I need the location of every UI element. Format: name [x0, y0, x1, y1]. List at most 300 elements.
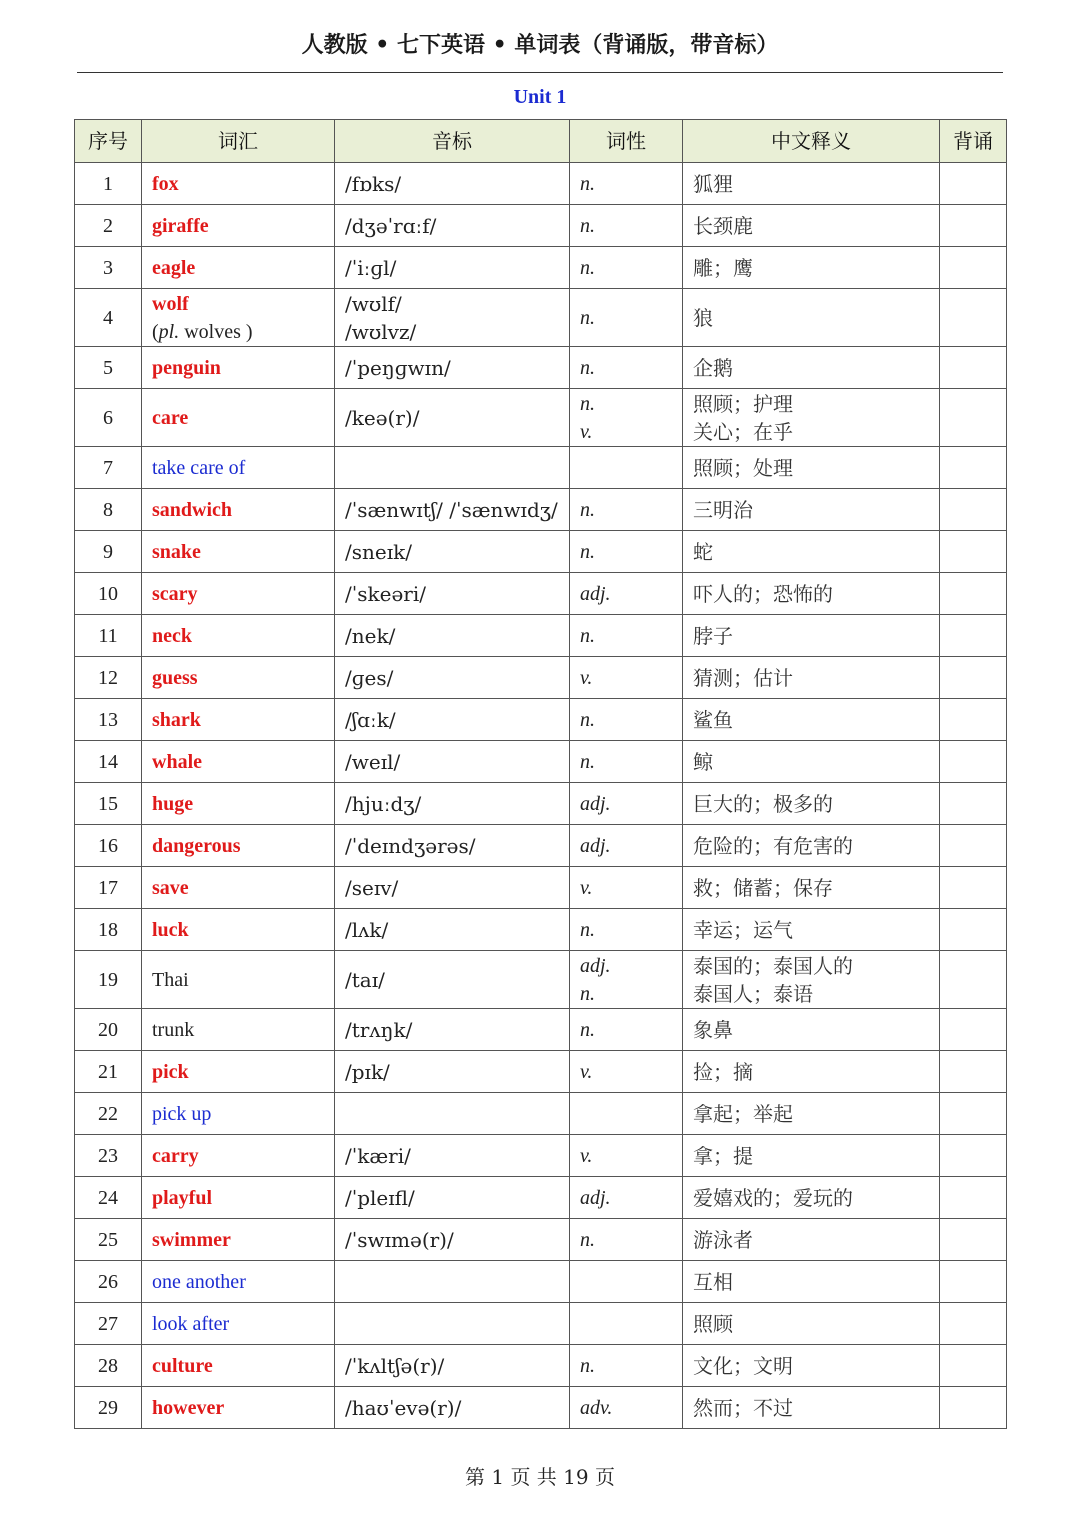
- chinese-meaning: 鲸: [693, 749, 713, 774]
- phonetic-cell: [335, 1093, 570, 1135]
- vocab-word: giraffe: [152, 214, 209, 237]
- vocab-word: look after: [152, 1312, 230, 1335]
- part-of-speech: n.: [580, 392, 595, 415]
- part-of-speech: adv.: [580, 1396, 613, 1419]
- chinese-meaning: 捡；摘: [693, 1059, 753, 1084]
- phonetic-cell: [335, 1387, 570, 1429]
- chinese-meaning-cell: [683, 1303, 940, 1345]
- chinese-meaning: 照顾: [693, 1311, 733, 1336]
- recite-cell: [940, 489, 1007, 531]
- chinese-meaning: 救；储蓄；保存: [693, 875, 833, 900]
- chinese-meaning-cell: [683, 205, 940, 247]
- part-of-speech-cell: [570, 389, 683, 447]
- table-row: [75, 783, 1007, 825]
- vocab-word: snake: [152, 540, 201, 563]
- chinese-meaning: 爱嬉戏的；爱玩的: [693, 1185, 853, 1210]
- phonetic-text: /taɪ/: [345, 967, 385, 992]
- table-row: [75, 909, 1007, 951]
- chinese-meaning-cell: [683, 783, 940, 825]
- phonetic-text: /ˈdeɪndʒərəs/: [345, 833, 476, 858]
- recite-cell: [940, 447, 1007, 489]
- recite-cell: [940, 389, 1007, 447]
- row-number: 25: [75, 1219, 142, 1261]
- chinese-meaning: 泰国人；泰语: [693, 981, 813, 1006]
- table-row: [75, 1051, 1007, 1093]
- recite-cell: [940, 1219, 1007, 1261]
- chinese-meaning-cell: [683, 1345, 940, 1387]
- row-number: 6: [75, 389, 142, 447]
- phonetic-text: /fɒks/: [345, 171, 402, 196]
- recite-cell: [940, 657, 1007, 699]
- vocab-word-cell: [142, 247, 335, 289]
- chinese-meaning: 拿；提: [693, 1143, 753, 1168]
- recite-cell: [940, 867, 1007, 909]
- part-of-speech-cell: [570, 1093, 683, 1135]
- chinese-meaning-cell: [683, 1093, 940, 1135]
- phonetic-cell: [335, 657, 570, 699]
- recite-cell: [940, 163, 1007, 205]
- row-number: 17: [75, 867, 142, 909]
- phonetic-cell: [335, 1345, 570, 1387]
- part-of-speech-cell: [570, 867, 683, 909]
- part-of-speech: n.: [580, 982, 595, 1005]
- recite-cell: [940, 1261, 1007, 1303]
- row-number: 18: [75, 909, 142, 951]
- part-of-speech-cell: [570, 289, 683, 347]
- column-header-part-of-speech: 词性: [570, 120, 683, 163]
- vocab-word-cell: [142, 1177, 335, 1219]
- row-number: 14: [75, 741, 142, 783]
- row-number: 12: [75, 657, 142, 699]
- chinese-meaning-cell: [683, 489, 940, 531]
- part-of-speech: n.: [580, 1228, 595, 1251]
- part-of-speech-cell: [570, 247, 683, 289]
- table-row: [75, 699, 1007, 741]
- row-number: 9: [75, 531, 142, 573]
- row-number: 7: [75, 447, 142, 489]
- chinese-meaning-cell: [683, 1177, 940, 1219]
- phonetic-cell: [335, 205, 570, 247]
- recite-cell: [940, 699, 1007, 741]
- part-of-speech-cell: [570, 1177, 683, 1219]
- vocab-word-cell: [142, 1051, 335, 1093]
- part-of-speech: n.: [580, 306, 595, 329]
- chinese-meaning: 雕；鹰: [693, 255, 753, 280]
- table-row: [75, 951, 1007, 1009]
- vocab-word-cell: [142, 783, 335, 825]
- row-number: 11: [75, 615, 142, 657]
- part-of-speech-cell: [570, 951, 683, 1009]
- part-of-speech-cell: [570, 1135, 683, 1177]
- row-number: 28: [75, 1345, 142, 1387]
- vocab-word: culture: [152, 1354, 213, 1377]
- chinese-meaning: 关心；在乎: [693, 419, 793, 444]
- vocab-word: whale: [152, 750, 202, 773]
- table-row: [75, 1135, 1007, 1177]
- vocab-word-cell: [142, 447, 335, 489]
- chinese-meaning: 拿起；举起: [693, 1101, 793, 1126]
- vocab-word-cell: [142, 389, 335, 447]
- chinese-meaning: 猜测；估计: [693, 665, 793, 690]
- recite-cell: [940, 347, 1007, 389]
- phonetic-text: /ˈpleɪfl/: [345, 1185, 415, 1210]
- phonetic-cell: [335, 489, 570, 531]
- vocab-word-cell: [142, 699, 335, 741]
- recite-cell: [940, 1051, 1007, 1093]
- chinese-meaning: 游泳者: [693, 1227, 753, 1252]
- part-of-speech: n.: [580, 172, 595, 195]
- part-of-speech-cell: [570, 1345, 683, 1387]
- vocab-word-cell: [142, 163, 335, 205]
- plural-abbr: pl.: [158, 320, 180, 343]
- row-number: 4: [75, 289, 142, 347]
- chinese-meaning-cell: [683, 951, 940, 1009]
- part-of-speech: n.: [580, 750, 595, 773]
- chinese-meaning-cell: [683, 347, 940, 389]
- part-of-speech-cell: [570, 657, 683, 699]
- phonetic-cell: [335, 1009, 570, 1051]
- phonetic-cell: [335, 247, 570, 289]
- table-row: [75, 825, 1007, 867]
- chinese-meaning-cell: [683, 699, 940, 741]
- vocab-word: penguin: [152, 356, 221, 379]
- chinese-meaning: 狼: [693, 305, 713, 330]
- phonetic-cell: [335, 615, 570, 657]
- page-header-title: 人教版 • 七下英语 • 单词表（背诵版，带音标）: [301, 32, 779, 58]
- part-of-speech: n.: [580, 624, 595, 647]
- chinese-meaning-cell: [683, 657, 940, 699]
- vocab-word-cell: [142, 1135, 335, 1177]
- phonetic-cell: [335, 699, 570, 741]
- phonetic-cell: [335, 783, 570, 825]
- chinese-meaning-cell: [683, 1051, 940, 1093]
- row-number: 27: [75, 1303, 142, 1345]
- recite-cell: [940, 1387, 1007, 1429]
- row-number: 2: [75, 205, 142, 247]
- row-number: 26: [75, 1261, 142, 1303]
- recite-cell: [940, 909, 1007, 951]
- row-number: 23: [75, 1135, 142, 1177]
- vocab-word-cell: [142, 1093, 335, 1135]
- vocab-word: wolf: [152, 292, 189, 315]
- recite-cell: [940, 1303, 1007, 1345]
- part-of-speech: adj.: [580, 582, 611, 605]
- vocab-word: carry: [152, 1144, 199, 1167]
- vocab-word-cell: [142, 489, 335, 531]
- chinese-meaning: 三明治: [693, 497, 753, 522]
- vocab-word: fox: [152, 172, 179, 195]
- part-of-speech-cell: [570, 699, 683, 741]
- chinese-meaning: 象鼻: [693, 1017, 733, 1042]
- phonetic-text: /ˈpeŋɡwɪn/: [345, 355, 451, 380]
- part-of-speech-cell: [570, 573, 683, 615]
- vocabulary-table: [74, 119, 1007, 1429]
- part-of-speech-cell: [570, 489, 683, 531]
- vocab-word-cell: [142, 1345, 335, 1387]
- chinese-meaning: 危险的；有危害的: [693, 833, 853, 858]
- chinese-meaning: 鲨鱼: [693, 707, 733, 732]
- vocab-word: pick up: [152, 1102, 212, 1125]
- vocab-word-cell: [142, 615, 335, 657]
- recite-cell: [940, 1135, 1007, 1177]
- row-number: 22: [75, 1093, 142, 1135]
- part-of-speech-cell: [570, 1303, 683, 1345]
- vocab-word-cell: [142, 1219, 335, 1261]
- part-of-speech: n.: [580, 1018, 595, 1041]
- page-footer: 第 1 页 共 19 页: [465, 1465, 615, 1489]
- column-header-chinese-meaning: 中文释义: [683, 120, 940, 163]
- chinese-meaning: 巨大的；极多的: [693, 791, 833, 816]
- vocab-word: take care of: [152, 456, 246, 479]
- part-of-speech-cell: [570, 1051, 683, 1093]
- chinese-meaning: 吓人的；恐怖的: [693, 581, 833, 606]
- chinese-meaning-cell: [683, 289, 940, 347]
- table-row: [75, 1093, 1007, 1135]
- vocab-word: care: [152, 406, 189, 429]
- row-number: 8: [75, 489, 142, 531]
- phonetic-text: /trʌŋk/: [345, 1017, 413, 1042]
- phonetic-text: /ˈkæri/: [345, 1143, 411, 1168]
- vocab-word: guess: [152, 666, 198, 689]
- header-divider: [77, 72, 1003, 73]
- vocab-word-cell: [142, 825, 335, 867]
- vocab-word-cell: [142, 347, 335, 389]
- column-header-word: 词汇: [142, 120, 335, 163]
- part-of-speech-cell: [570, 783, 683, 825]
- table-row: [75, 247, 1007, 289]
- vocab-word: pick: [152, 1060, 189, 1083]
- vocab-word: one another: [152, 1270, 246, 1293]
- phonetic-cell: [335, 1219, 570, 1261]
- chinese-meaning-cell: [683, 573, 940, 615]
- phonetic-cell: [335, 1177, 570, 1219]
- table-row: [75, 1387, 1007, 1429]
- chinese-meaning-cell: [683, 1135, 940, 1177]
- part-of-speech: n.: [580, 1354, 595, 1377]
- table-row: [75, 205, 1007, 247]
- part-of-speech-cell: [570, 825, 683, 867]
- chinese-meaning: 脖子: [693, 623, 733, 648]
- plural-word: wolves ): [179, 320, 253, 343]
- vocab-word-cell: [142, 951, 335, 1009]
- chinese-meaning-cell: [683, 1009, 940, 1051]
- phonetic-text: /ʃɑːk/: [345, 707, 396, 732]
- phonetic-text: /keə(r)/: [345, 405, 420, 430]
- phonetic-text: /ˈswɪmə(r)/: [345, 1227, 454, 1252]
- recite-cell: [940, 531, 1007, 573]
- chinese-meaning: 然而；不过: [693, 1395, 793, 1420]
- table-row: [75, 389, 1007, 447]
- table-header-row: [75, 120, 1007, 163]
- phonetic-text: /ˈkʌltʃə(r)/: [345, 1353, 445, 1378]
- part-of-speech: n.: [580, 214, 595, 237]
- part-of-speech-cell: [570, 531, 683, 573]
- vocab-word-cell: [142, 531, 335, 573]
- recite-cell: [940, 615, 1007, 657]
- phonetic-text: /wʊlvz/: [345, 319, 417, 344]
- phonetic-text: /seɪv/: [345, 875, 399, 900]
- part-of-speech-cell: [570, 615, 683, 657]
- recite-cell: [940, 289, 1007, 347]
- phonetic-text: /ˈsænwɪtʃ/ /ˈsænwɪdʒ/: [345, 497, 558, 522]
- phonetic-text: /sneɪk/: [345, 539, 412, 564]
- vocab-word-cell: [142, 1303, 335, 1345]
- phonetic-text: /wʊlf/: [345, 291, 402, 316]
- part-of-speech-cell: [570, 447, 683, 489]
- vocab-word: trunk: [152, 1018, 195, 1041]
- chinese-meaning-cell: [683, 531, 940, 573]
- part-of-speech-cell: [570, 1009, 683, 1051]
- part-of-speech-cell: [570, 741, 683, 783]
- table-row: [75, 447, 1007, 489]
- phonetic-text: /ˈiːɡl/: [345, 255, 397, 280]
- recite-cell: [940, 205, 1007, 247]
- vocab-word-cell: [142, 1261, 335, 1303]
- table-row: [75, 657, 1007, 699]
- chinese-meaning-cell: [683, 615, 940, 657]
- row-number: 20: [75, 1009, 142, 1051]
- chinese-meaning: 狐狸: [693, 171, 733, 196]
- vocab-word: swimmer: [152, 1228, 231, 1251]
- part-of-speech: v.: [580, 666, 593, 689]
- chinese-meaning: 照顾；护理: [693, 391, 793, 416]
- table-row: [75, 1219, 1007, 1261]
- table-row: [75, 1261, 1007, 1303]
- row-number: 10: [75, 573, 142, 615]
- table-row: [75, 289, 1007, 347]
- chinese-meaning: 文化；文明: [693, 1353, 793, 1378]
- recite-cell: [940, 1177, 1007, 1219]
- phonetic-cell: [335, 951, 570, 1009]
- row-number: 1: [75, 163, 142, 205]
- table-row: [75, 1303, 1007, 1345]
- vocab-word-cell: [142, 1009, 335, 1051]
- chinese-meaning: 企鹅: [693, 355, 733, 380]
- recite-cell: [940, 1093, 1007, 1135]
- vocab-word-cell: [142, 657, 335, 699]
- table-row: [75, 1345, 1007, 1387]
- recite-cell: [940, 247, 1007, 289]
- phonetic-cell: [335, 1051, 570, 1093]
- table-row: [75, 531, 1007, 573]
- chinese-meaning: 泰国的；泰国人的: [693, 953, 853, 978]
- recite-cell: [940, 825, 1007, 867]
- phonetic-cell: [335, 389, 570, 447]
- table-row: [75, 867, 1007, 909]
- part-of-speech: n.: [580, 356, 595, 379]
- phonetic-text: /ɡes/: [345, 665, 394, 690]
- part-of-speech-cell: [570, 1219, 683, 1261]
- phonetic-cell: [335, 1261, 570, 1303]
- part-of-speech: v.: [580, 1060, 593, 1083]
- row-number: 3: [75, 247, 142, 289]
- recite-cell: [940, 951, 1007, 1009]
- vocab-word-cell: [142, 205, 335, 247]
- chinese-meaning-cell: [683, 1219, 940, 1261]
- chinese-meaning-cell: [683, 247, 940, 289]
- row-number: 19: [75, 951, 142, 1009]
- vocab-word: eagle: [152, 256, 196, 279]
- part-of-speech: n.: [580, 498, 595, 521]
- vocab-word: luck: [152, 918, 189, 941]
- phonetic-text: /haʊˈevə(r)/: [345, 1395, 462, 1420]
- table-row: [75, 489, 1007, 531]
- phonetic-cell: [335, 289, 570, 347]
- chinese-meaning-cell: [683, 389, 940, 447]
- vocab-word-cell: [142, 1387, 335, 1429]
- chinese-meaning: 幸运；运气: [693, 917, 793, 942]
- vocab-word: shark: [152, 708, 201, 731]
- column-header-recite: 背诵: [940, 120, 1007, 163]
- vocab-word-cell: [142, 867, 335, 909]
- part-of-speech-cell: [570, 347, 683, 389]
- part-of-speech: adj.: [580, 1186, 611, 1209]
- row-number: 21: [75, 1051, 142, 1093]
- table-row: [75, 615, 1007, 657]
- vocab-word: playful: [152, 1186, 213, 1209]
- row-number: 29: [75, 1387, 142, 1429]
- part-of-speech: n.: [580, 708, 595, 731]
- phonetic-text: /ˈskeəri/: [345, 581, 426, 606]
- phonetic-text: /weɪl/: [345, 749, 401, 774]
- chinese-meaning-cell: [683, 1261, 940, 1303]
- column-header-phonetic: 音标: [335, 120, 570, 163]
- table-row: [75, 1177, 1007, 1219]
- vocab-word: scary: [152, 582, 198, 605]
- chinese-meaning-cell: [683, 1387, 940, 1429]
- part-of-speech: n.: [580, 540, 595, 563]
- unit-title: Unit 1: [513, 86, 567, 108]
- part-of-speech: adj.: [580, 954, 611, 977]
- phonetic-text: /nek/: [345, 623, 396, 648]
- chinese-meaning: 蛇: [693, 539, 713, 564]
- phonetic-text: /hjuːdʒ/: [345, 791, 422, 816]
- plural-paren: (: [152, 320, 159, 343]
- phonetic-cell: [335, 447, 570, 489]
- part-of-speech: adj.: [580, 792, 611, 815]
- row-number: 24: [75, 1177, 142, 1219]
- phonetic-text: /dʒəˈrɑːf/: [345, 213, 437, 238]
- phonetic-cell: [335, 573, 570, 615]
- vocab-word: sandwich: [152, 498, 233, 521]
- table-row: [75, 573, 1007, 615]
- phonetic-cell: [335, 741, 570, 783]
- recite-cell: [940, 573, 1007, 615]
- phonetic-text: /lʌk/: [345, 917, 389, 942]
- part-of-speech: n.: [580, 918, 595, 941]
- row-number: 5: [75, 347, 142, 389]
- recite-cell: [940, 741, 1007, 783]
- chinese-meaning: 照顾；处理: [693, 455, 793, 480]
- phonetic-cell: [335, 163, 570, 205]
- chinese-meaning-cell: [683, 825, 940, 867]
- chinese-meaning-cell: [683, 163, 940, 205]
- phonetic-cell: [335, 825, 570, 867]
- table-row: [75, 163, 1007, 205]
- vocab-word-cell: [142, 909, 335, 951]
- vocab-word-cell: [142, 289, 335, 347]
- vocab-word: dangerous: [152, 834, 241, 857]
- part-of-speech: v.: [580, 1144, 593, 1167]
- chinese-meaning-cell: [683, 909, 940, 951]
- row-number: 16: [75, 825, 142, 867]
- chinese-meaning-cell: [683, 447, 940, 489]
- phonetic-cell: [335, 1135, 570, 1177]
- column-header-number: 序号: [75, 120, 142, 163]
- phonetic-text: /pɪk/: [345, 1059, 390, 1084]
- row-number: 15: [75, 783, 142, 825]
- recite-cell: [940, 1009, 1007, 1051]
